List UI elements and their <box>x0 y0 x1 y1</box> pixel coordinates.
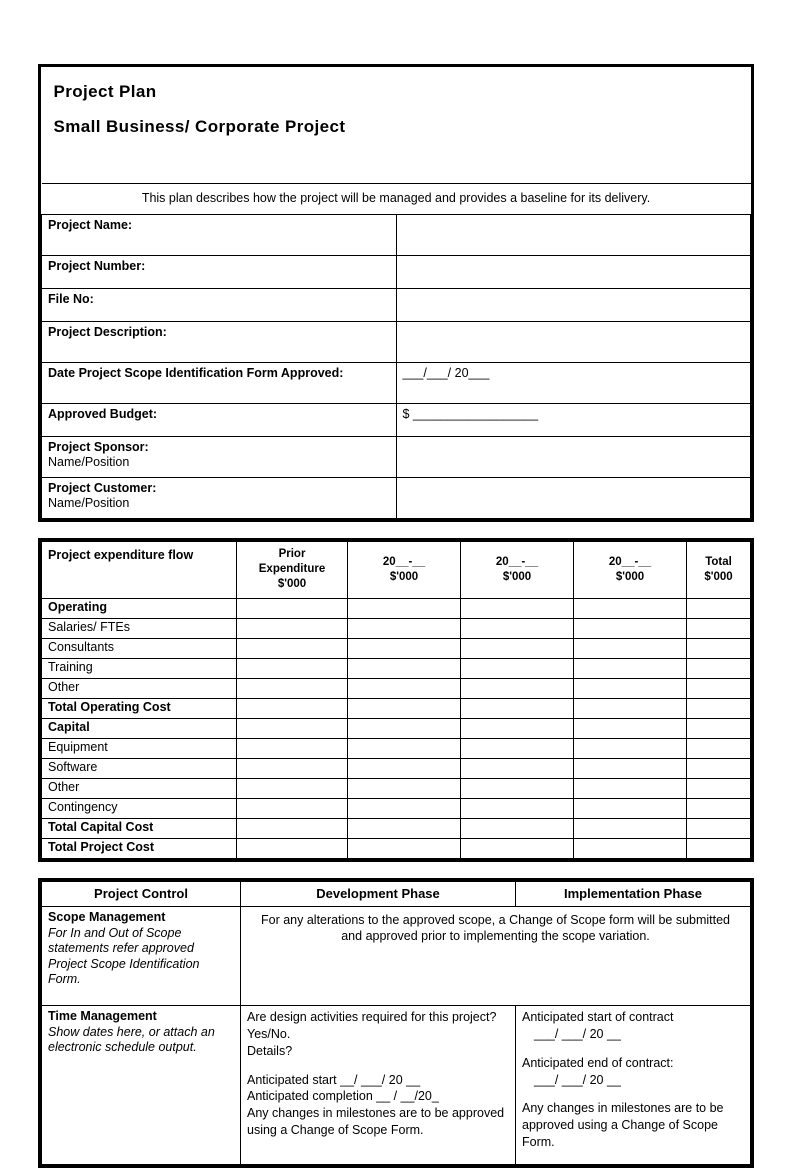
cell-capital-y3[interactable] <box>574 718 687 738</box>
cell-training-y3[interactable] <box>574 658 687 678</box>
cell-other-op-prior[interactable] <box>237 678 348 698</box>
row-label-software: Software <box>42 758 237 778</box>
cell-equipment-y2[interactable] <box>461 738 574 758</box>
label-project-number: Project Number: <box>42 255 397 288</box>
row-label-other-capital: Other <box>42 778 237 798</box>
cell-total-cap-y3[interactable] <box>574 818 687 838</box>
header-year-1-l2: $'000 <box>389 570 419 583</box>
header-prior-expenditure-l1: Prior <box>278 548 306 561</box>
cell-total-op-y1[interactable] <box>348 698 461 718</box>
time-dev-line3: Anticipated start __/ ___/ 20 __ <box>247 1072 421 1087</box>
table-row <box>42 598 751 618</box>
header-year-3-l1: 20__-__ <box>608 555 652 568</box>
time-impl-spacer-1 <box>522 1043 744 1055</box>
label-project-customer <box>42 477 397 518</box>
time-impl-line3: Anticipated end of contract: <box>522 1055 674 1070</box>
detail-row-approved-budget <box>42 403 751 436</box>
time-impl-spacer-2 <box>522 1088 744 1100</box>
cell-total-op-total[interactable] <box>687 698 751 718</box>
cell-salaries-total[interactable] <box>687 618 751 638</box>
cell-equipment-prior[interactable] <box>237 738 348 758</box>
cell-training-prior[interactable] <box>237 658 348 678</box>
label-project-customer-title: Project Customer: <box>48 480 157 495</box>
row-label-total-project-cost: Total Project Cost <box>42 838 237 858</box>
header-development-phase: Development Phase <box>241 881 516 906</box>
label-project-sponsor-title: Project Sponsor: <box>48 439 149 454</box>
cell-total-proj-y3[interactable] <box>574 838 687 858</box>
title-row <box>42 67 751 184</box>
intro-row <box>42 184 751 215</box>
time-impl-line2: ___/ ___/ 20 __ <box>534 1026 621 1041</box>
document-page <box>38 64 754 1168</box>
cell-consultants-y2[interactable] <box>461 638 574 658</box>
cell-operating-y3[interactable] <box>574 598 687 618</box>
label-time-management-title: Time Management <box>48 1008 157 1023</box>
time-impl-line5: Any changes in milestones are to be approved using a Change of Scope Form. <box>522 1101 724 1150</box>
scope-management-statement[interactable]: For any alterations to the approved scope, a Change of Scope form will be submitted and approved prior to implementing the scope variation. <box>241 906 751 1005</box>
label-time-management <box>42 1005 241 1164</box>
cell-equipment-total[interactable] <box>687 738 751 758</box>
label-project-sponsor-sub: Name/Position <box>48 455 130 470</box>
row-label-consultants: Consultants <box>42 638 237 658</box>
cell-other-cap-y3[interactable] <box>574 778 687 798</box>
intro-text: This plan describes how the project will be managed and provides a baseline for its delivery. <box>42 184 751 215</box>
cell-contingency-y1[interactable] <box>348 798 461 818</box>
detail-row-scope-form-date <box>42 362 751 403</box>
cell-capital-prior[interactable] <box>237 718 348 738</box>
control-row-scope-management <box>42 906 751 1005</box>
row-label-operating: Operating <box>42 598 237 618</box>
time-dev-spacer <box>247 1060 509 1072</box>
field-approved-budget[interactable]: $ __________________ <box>396 403 751 436</box>
time-dev-line1: Are design activities required for this project? Yes/No. <box>247 1009 497 1041</box>
detail-row-project-sponsor <box>42 436 751 477</box>
page-title: Project Plan <box>53 82 157 101</box>
project-details-block <box>38 64 754 522</box>
field-project-name[interactable] <box>396 214 751 255</box>
field-project-sponsor[interactable] <box>396 436 751 477</box>
cell-other-op-y3[interactable] <box>574 678 687 698</box>
control-header-row <box>42 881 751 906</box>
label-scope-management-title: Scope Management <box>48 909 166 924</box>
header-year-2-l1: 20__-__ <box>495 555 539 568</box>
cell-software-y2[interactable] <box>461 758 574 778</box>
detail-row-project-customer <box>42 477 751 518</box>
cell-consultants-prior[interactable] <box>237 638 348 658</box>
cell-software-total[interactable] <box>687 758 751 778</box>
cell-other-cap-y1[interactable] <box>348 778 461 798</box>
row-label-equipment: Equipment <box>42 738 237 758</box>
time-management-development[interactable] <box>241 1005 516 1164</box>
cell-consultants-y3[interactable] <box>574 638 687 658</box>
cell-total-op-prior[interactable] <box>237 698 348 718</box>
cell-software-y1[interactable] <box>348 758 461 778</box>
cell-equipment-y1[interactable] <box>348 738 461 758</box>
header-implementation-phase: Implementation Phase <box>516 881 751 906</box>
cell-salaries-prior[interactable] <box>237 618 348 638</box>
detail-row-file-no <box>42 288 751 321</box>
header-total-l1: Total <box>705 555 732 568</box>
control-row-time-management <box>42 1005 751 1164</box>
page-subtitle: Small Business/ Corporate Project <box>53 117 346 137</box>
expenditure-flow-block <box>38 538 754 862</box>
cell-contingency-y3[interactable] <box>574 798 687 818</box>
cell-total-proj-prior[interactable] <box>237 838 348 858</box>
field-scope-form-date[interactable]: ___/___/ 20___ <box>396 362 751 403</box>
cell-operating-y1[interactable] <box>348 598 461 618</box>
row-label-other-operating: Other <box>42 678 237 698</box>
cell-contingency-prior[interactable] <box>237 798 348 818</box>
table-row <box>42 698 751 718</box>
header-expenditure-flow: Project expenditure flow <box>42 541 237 598</box>
header-prior-expenditure-l2: Expenditure <box>258 563 326 576</box>
table-row <box>42 818 751 838</box>
field-file-no[interactable] <box>396 288 751 321</box>
header-year-3 <box>574 541 687 598</box>
header-project-control: Project Control <box>42 881 241 906</box>
label-scope-management <box>42 906 241 1005</box>
cell-total-cap-total[interactable] <box>687 818 751 838</box>
label-project-description: Project Description: <box>42 321 397 362</box>
time-dev-line5: Any changes in milestones are to be approved using a Change of Scope Form. <box>247 1106 505 1138</box>
time-impl-line4: ___/ ___/ 20 __ <box>534 1072 621 1087</box>
row-label-total-capital-cost: Total Capital Cost <box>42 818 237 838</box>
label-project-customer-sub: Name/Position <box>48 496 130 511</box>
cell-salaries-y3[interactable] <box>574 618 687 638</box>
cell-software-y3[interactable] <box>574 758 687 778</box>
cell-training-total[interactable] <box>687 658 751 678</box>
detail-row-project-name <box>42 214 751 255</box>
cell-operating-y2[interactable] <box>461 598 574 618</box>
cell-total-cap-y2[interactable] <box>461 818 574 838</box>
row-label-capital: Capital <box>42 718 237 738</box>
row-label-total-operating-cost: Total Operating Cost <box>42 698 237 718</box>
cell-equipment-y3[interactable] <box>574 738 687 758</box>
label-file-no: File No: <box>42 288 397 321</box>
cell-total-cap-prior[interactable] <box>237 818 348 838</box>
label-scope-form-date: Date Project Scope Identification Form Approved: <box>42 362 397 403</box>
cell-capital-y2[interactable] <box>461 718 574 738</box>
time-impl-line1: Anticipated start of contract <box>522 1009 674 1024</box>
label-time-management-note: Show dates here, or attach an electronic schedule output. <box>48 1024 215 1055</box>
field-project-customer[interactable] <box>396 477 751 518</box>
field-project-number[interactable] <box>396 255 751 288</box>
cell-total-op-y3[interactable] <box>574 698 687 718</box>
title-cell <box>42 67 751 184</box>
cell-capital-total[interactable] <box>687 718 751 738</box>
header-total-l2: $'000 <box>704 570 733 583</box>
row-label-salaries: Salaries/ FTEs <box>42 618 237 638</box>
header-prior-expenditure <box>237 541 348 598</box>
cell-salaries-y2[interactable] <box>461 618 574 638</box>
label-project-name: Project Name: <box>42 214 397 255</box>
cell-total-proj-total[interactable] <box>687 838 751 858</box>
detail-row-project-number <box>42 255 751 288</box>
label-approved-budget: Approved Budget: <box>42 403 397 436</box>
cell-other-op-y2[interactable] <box>461 678 574 698</box>
cell-total-op-y2[interactable] <box>461 698 574 718</box>
project-details-table <box>41 67 751 519</box>
cell-other-cap-y2[interactable] <box>461 778 574 798</box>
row-label-contingency: Contingency <box>42 798 237 818</box>
cell-total-proj-y2[interactable] <box>461 838 574 858</box>
cell-training-y1[interactable] <box>348 658 461 678</box>
table-row <box>42 638 751 658</box>
cell-contingency-y2[interactable] <box>461 798 574 818</box>
header-prior-expenditure-l3: $'000 <box>277 578 307 591</box>
table-row <box>42 718 751 738</box>
cell-salaries-y1[interactable] <box>348 618 461 638</box>
table-row <box>42 778 751 798</box>
cell-consultants-y1[interactable] <box>348 638 461 658</box>
time-management-implementation[interactable] <box>516 1005 751 1164</box>
cell-training-y2[interactable] <box>461 658 574 678</box>
cell-other-op-total[interactable] <box>687 678 751 698</box>
cell-software-prior[interactable] <box>237 758 348 778</box>
table-row <box>42 618 751 638</box>
cell-total-proj-y1[interactable] <box>348 838 461 858</box>
cell-other-op-y1[interactable] <box>348 678 461 698</box>
time-dev-line2: Details? <box>247 1043 293 1058</box>
cell-operating-prior[interactable] <box>237 598 348 618</box>
cell-consultants-total[interactable] <box>687 638 751 658</box>
label-scope-management-note: For In and Out of Scope statements refer approved Project Scope Identification Form. <box>48 925 200 987</box>
cell-other-cap-prior[interactable] <box>237 778 348 798</box>
time-dev-line4: Anticipated completion __ / __/20_ <box>247 1089 439 1104</box>
project-control-table <box>41 881 751 1165</box>
table-row <box>42 658 751 678</box>
header-year-2-l2: $'000 <box>502 570 532 583</box>
header-year-1-l1: 20__-__ <box>382 555 426 568</box>
cell-operating-total[interactable] <box>687 598 751 618</box>
header-year-2 <box>461 541 574 598</box>
table-row <box>42 678 751 698</box>
table-row <box>42 798 751 818</box>
table-row <box>42 738 751 758</box>
detail-row-project-description <box>42 321 751 362</box>
label-project-sponsor <box>42 436 397 477</box>
header-year-1 <box>348 541 461 598</box>
cell-other-cap-total[interactable] <box>687 778 751 798</box>
expenditure-header-row <box>42 541 751 598</box>
header-total <box>687 541 751 598</box>
table-row <box>42 758 751 778</box>
field-project-description[interactable] <box>396 321 751 362</box>
cell-total-cap-y1[interactable] <box>348 818 461 838</box>
row-label-training: Training <box>42 658 237 678</box>
cell-contingency-total[interactable] <box>687 798 751 818</box>
expenditure-flow-table <box>41 541 751 859</box>
cell-capital-y1[interactable] <box>348 718 461 738</box>
table-row <box>42 838 751 858</box>
header-year-3-l2: $'000 <box>615 570 645 583</box>
project-control-block <box>38 878 754 1168</box>
